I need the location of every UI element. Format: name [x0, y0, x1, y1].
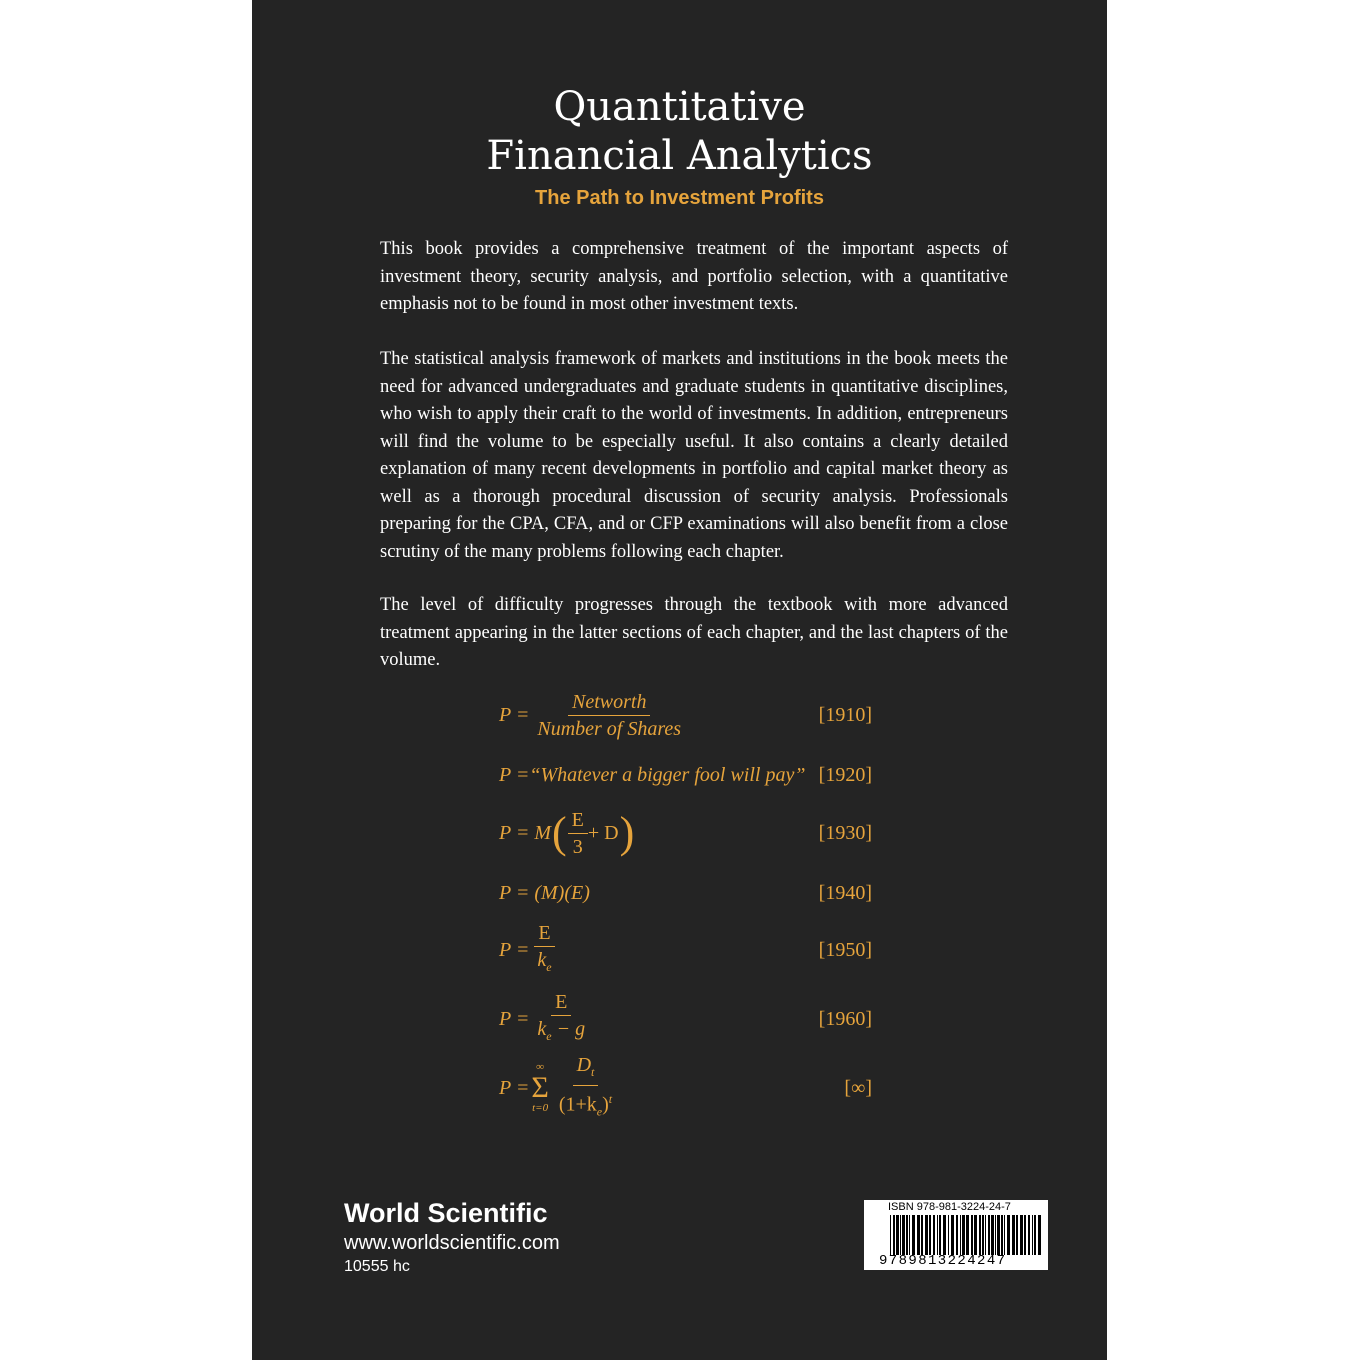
- denominator-base: (1+k: [558, 1093, 597, 1116]
- right-paren: ): [619, 808, 635, 857]
- barcode-bar: [985, 1215, 986, 1255]
- denominator: 3: [572, 835, 583, 858]
- formula-1920: [499, 745, 805, 805]
- barcode-bar: [1034, 1215, 1036, 1255]
- barcode-bar: [921, 1215, 923, 1255]
- barcode-bar: [988, 1215, 990, 1255]
- formula-1960: [499, 989, 589, 1049]
- barcode-bars: [890, 1215, 1042, 1255]
- denominator: [555, 1086, 616, 1123]
- barcode-bar: [974, 1215, 977, 1255]
- barcode-bar: [1024, 1215, 1026, 1255]
- isbn-label: ISBN 978-981-3224-24-7: [888, 1201, 1011, 1213]
- barcode-bar: [960, 1215, 961, 1255]
- barcode-bar: [991, 1215, 994, 1255]
- formula-1950: [499, 920, 556, 980]
- numerator: Networth: [568, 691, 650, 716]
- formula-lhs: P =: [499, 938, 530, 961]
- publisher-url: www.worldscientific.com: [344, 1232, 560, 1254]
- numerator: E: [534, 922, 554, 947]
- numerator: [573, 1054, 599, 1086]
- summation: [531, 1062, 548, 1114]
- numerator: E: [568, 809, 588, 834]
- formula-1910: [499, 685, 685, 745]
- year-label-infinity: [∞]: [844, 1077, 872, 1099]
- barcode-bar: [948, 1215, 949, 1255]
- denominator-rest: − g: [551, 1018, 586, 1040]
- formula-1940: [499, 863, 590, 923]
- barcode-bar: [929, 1215, 931, 1255]
- denominator-exponent: t: [608, 1091, 613, 1106]
- fraction: [533, 991, 589, 1047]
- barcode-bar: [971, 1215, 973, 1255]
- isbn-barcode: [864, 1200, 1048, 1270]
- numerator: E: [551, 991, 571, 1016]
- year-label-1930: [1930]: [818, 822, 872, 844]
- barcode-bar: [1020, 1215, 1023, 1255]
- barcode-bar: [979, 1215, 981, 1255]
- sum-lower-limit: t=0: [532, 1102, 549, 1114]
- publisher-block: [344, 1196, 644, 1278]
- barcode-bar: [1004, 1215, 1005, 1255]
- barcode-bar: [1001, 1215, 1003, 1255]
- barcode-bar: [937, 1215, 938, 1255]
- barcode-digits: 9789813224247: [879, 1253, 1007, 1269]
- barcode-bar: [933, 1215, 935, 1255]
- formula-text: (M)(E): [534, 881, 590, 904]
- barcode-bar: [893, 1215, 895, 1255]
- barcode-bar: [1032, 1215, 1033, 1255]
- formula-lhs: P =: [499, 703, 530, 726]
- year-label-1950: [1950]: [818, 939, 872, 961]
- left-paren: (: [552, 808, 567, 857]
- barcode-bar: [1038, 1215, 1041, 1255]
- formula-lhs: P =: [499, 1076, 530, 1099]
- barcode-bar: [909, 1215, 910, 1255]
- barcode-bar: [962, 1215, 965, 1255]
- year-label-1960: [1960]: [818, 1008, 872, 1030]
- book-title-line-1: Quantitative: [553, 84, 806, 130]
- barcode-bar: [906, 1215, 908, 1255]
- year-label-1910: [1910]: [818, 704, 872, 726]
- barcode-bar: [939, 1215, 941, 1255]
- denominator-subscript: e: [546, 960, 552, 974]
- publisher-name: World Scientific: [344, 1198, 548, 1228]
- formula-1930: [499, 803, 635, 863]
- year-label-1940: [1940]: [818, 882, 872, 904]
- publisher-code: 10555 hc: [344, 1258, 410, 1275]
- denominator-base: k: [537, 949, 547, 971]
- fraction: [568, 809, 588, 858]
- barcode-bar: [1028, 1215, 1030, 1255]
- description-paragraph-2: The statistical analysis framework of markets and institutions in the book meets the need for advanced undergraduates and graduate students in quantitative disciplines, who wish to apply their craft to the world of investments. In addition, entrepreneurs will find the volume to be especially useful. It also contains a clearly detailed explanation of many recent developments in portfolio and capital market theory as well as a thorough procedural discussion of security analysis. Professionals preparing for the CPA, CFA, and or CFP examinations will also benefit from a close scrutiny of the many problems following each chapter.: [380, 349, 1008, 562]
- barcode-bar: [943, 1215, 946, 1255]
- formula-lhs: P =: [499, 763, 530, 786]
- denominator-subscript: e: [546, 1029, 552, 1043]
- formula-lhs: P =: [499, 1007, 530, 1030]
- barcode-bar: [912, 1215, 915, 1255]
- barcode-bar: [995, 1215, 996, 1255]
- barcode-bar: [896, 1215, 899, 1255]
- book-back-cover: [252, 0, 1107, 1360]
- barcode-bar: [982, 1215, 984, 1255]
- fraction: [533, 922, 555, 978]
- barcode-bar: [1007, 1215, 1010, 1255]
- denominator: Number of Shares: [537, 717, 682, 740]
- denominator: [533, 947, 555, 978]
- fraction: [533, 691, 685, 740]
- barcode-bar: [917, 1215, 920, 1255]
- denominator-rest: ): [602, 1093, 609, 1116]
- fraction: [555, 1054, 616, 1123]
- book-subtitle: The Path to Investment Profits: [535, 187, 824, 209]
- sum-upper-limit: ∞: [536, 1061, 545, 1073]
- barcode-bar: [1012, 1215, 1015, 1255]
- numerator-base: D: [576, 1053, 592, 1076]
- barcode-bar: [951, 1215, 954, 1255]
- barcode-bar: [890, 1215, 891, 1255]
- barcode-bar: [966, 1215, 969, 1255]
- barcode-bar: [900, 1215, 901, 1255]
- formula-plus-term: + D: [587, 821, 619, 844]
- formula-text: “Whatever a bigger fool will pay”: [529, 763, 806, 786]
- formula-lhs: P =: [499, 881, 530, 904]
- year-label-1920: [1920]: [818, 764, 872, 786]
- barcode-bar: [956, 1215, 958, 1255]
- barcode-bar: [997, 1215, 1000, 1255]
- description-paragraph-1: This book provides a comprehensive treatment of the important aspects of investment theory, security analysis, and portfolio selection, with a quantitative emphasis not to be found in most other investment texts.: [380, 239, 1008, 314]
- numerator-subscript: t: [591, 1064, 595, 1079]
- denominator: [533, 1016, 589, 1047]
- denominator-subscript: e: [596, 1104, 603, 1119]
- barcode-bar: [902, 1215, 905, 1255]
- barcode-bar: [925, 1215, 928, 1255]
- barcode-bar: [1016, 1215, 1018, 1255]
- denominator-base: k: [537, 1018, 547, 1040]
- formula-infinity: [499, 1053, 616, 1119]
- formula-lhs: P = M: [499, 821, 552, 844]
- sigma-symbol: Σ: [531, 1071, 549, 1104]
- description-paragraph-3: The level of difficulty progresses through the textbook with more advanced treatment appearing in the latter sections of each chapter, and the last chapters of the volume.: [380, 595, 1008, 670]
- book-title-line-2: Financial Analytics: [486, 133, 873, 179]
